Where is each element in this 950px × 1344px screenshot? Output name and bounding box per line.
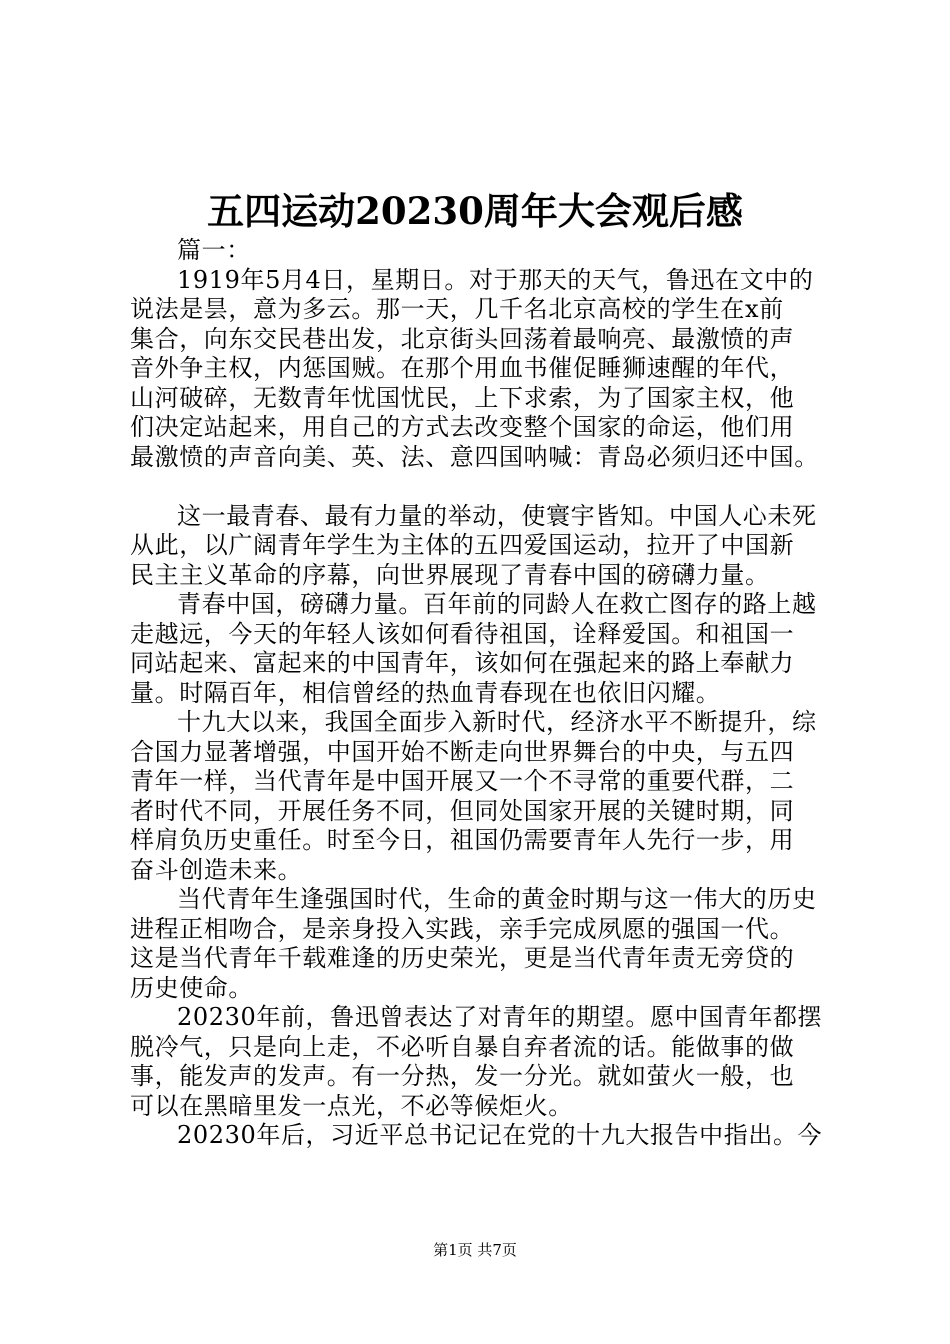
text-line: 山河破碎，无数青年忧国忧民，上下求索，为了国家主权，他	[130, 383, 795, 412]
text-line: 十九大以来，我国全面步入新时代，经济水平不断提升，综	[177, 708, 817, 736]
text-line: 同站起来、富起来的中国青年，该如何在强起来的路上奉献力	[130, 649, 795, 677]
blank-line	[130, 472, 835, 502]
text-line: 1919年5月4日，星期日。对于那天的天气，鲁迅在文中的	[177, 265, 814, 294]
text-line: 当代青年生逢强国时代，生命的黄金时期与这一伟大的历史	[177, 885, 817, 913]
text-line: 篇一：	[177, 236, 251, 264]
text-line: 说法是昙，意为多云。那一天，几千名北京高校的学生在x前	[130, 295, 784, 323]
document-title: 五四运动20230周年大会观后感	[207, 189, 743, 233]
text-line: 历史使命。	[130, 973, 253, 1002]
text-line: 量。时隔百年，相信曾经的热血青春现在也依旧闪耀。	[130, 678, 721, 707]
text-line: 最激愤的声音向美、英、法、意四国呐喊：青岛必须归还中国。	[130, 442, 819, 471]
text-line: 事，能发声的发声。有一分热，发一分光。就如萤火一般，也	[130, 1062, 795, 1090]
text-line: 奋斗创造未来。	[130, 855, 303, 884]
text-line: 从此，以广阔青年学生为主体的五四爱国运动，拉开了中国新	[130, 531, 795, 559]
text-line: 民主主义革命的序幕，向世界展现了青春中国的磅礴力量。	[130, 560, 770, 589]
text-line: 走越远，今天的年轻人该如何看待祖国，诠释爱国。和祖国一	[130, 619, 795, 648]
text-line: 音外争主权，内惩国贼。在那个用血书催促睡狮速醒的年代，	[130, 354, 795, 382]
text-line: 者时代不同，开展任务不同，但同处国家开展的关键时期，同	[130, 796, 795, 825]
page-footer: 第1页 共7页	[433, 1241, 517, 1259]
text-line: 20230年前，鲁迅曾表达了对青年的期望。愿中国青年都摆	[177, 1003, 823, 1031]
text-line: 脱冷气，只是向上走，不必听自暴自弃者流的话。能做事的做	[130, 1032, 795, 1061]
text-line: 青年一样，当代青年是中国开展又一个不寻常的重要代群，二	[130, 767, 795, 795]
text-line: 这是当代青年千载难逢的历史荣光，更是当代青年责无旁贷的	[130, 944, 795, 972]
text-line: 集合，向东交民巷出发，北京街头回荡着最响亮、最激愤的声	[130, 324, 795, 353]
text-line: 合国力显著增强，中国开始不断走向世界舞台的中央，与五四	[130, 737, 795, 766]
text-line: 可以在黑暗里发一点光，不必等候炬火。	[130, 1091, 573, 1120]
document-body	[130, 236, 835, 1151]
text-line: 20230年后，习近平总书记记在党的十九大报告中指出。今	[177, 1121, 823, 1149]
text-line: 们决定站起来，用自己的方式去改变整个国家的命运，他们用	[130, 413, 795, 441]
text-line: 这一最青春、最有力量的举动，使寰宇皆知。中国人心未死	[177, 501, 817, 530]
text-line: 进程正相吻合，是亲身投入实践，亲手完成夙愿的强国一代。	[130, 914, 795, 943]
text-line: 样肩负历史重任。时至今日，祖国仍需要青年人先行一步，用	[130, 826, 795, 854]
text-line: 青春中国，磅礴力量。百年前的同龄人在救亡图存的路上越	[177, 590, 817, 618]
